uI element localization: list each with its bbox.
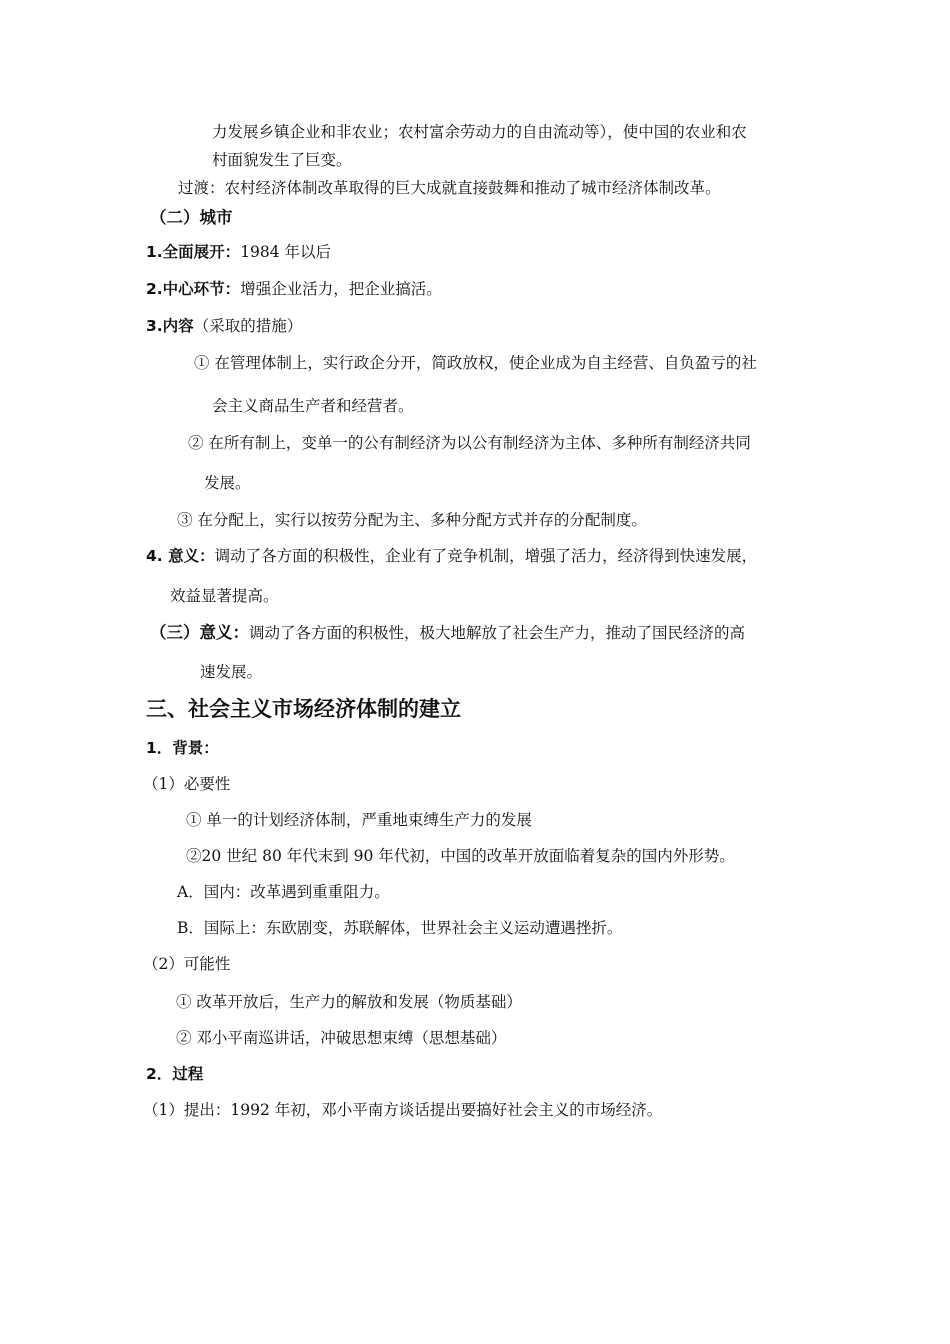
item-text: 增强企业活力，把企业搞活。 xyxy=(240,280,442,298)
list-item: ① 在管理体制上，实行政企分开，简政放权，使企业成为自主经营、自负盈亏的社 xyxy=(194,354,757,372)
item-label: （三）意义： xyxy=(150,623,249,642)
list-item: ① 改革开放后，生产力的解放和发展（物质基础） xyxy=(176,993,522,1011)
item-line xyxy=(146,546,757,566)
item-label: 1.全面展开： xyxy=(146,243,241,261)
item-label: 4. 意义： xyxy=(146,547,215,565)
list-item: ② 在所有制上，变单一的公有制经济为以公有制经济为主体、多种所有制经济共同 xyxy=(188,434,751,452)
item-text: 调动了各方面的积极性，极大地解放了社会生产力，推动了国民经济的高 xyxy=(249,624,746,642)
list-item-continued: 会主义商品生产者和经营者。 xyxy=(212,397,414,415)
paragraph-line: 力发展乡镇企业和非农业；农村富余劳动力的自由流动等），使中国的农业和农 xyxy=(212,123,747,141)
paragraph-line: 村面貌发生了巨变。 xyxy=(212,151,352,169)
item-line xyxy=(146,242,331,262)
subheading-process: 2．过程 xyxy=(146,1065,204,1083)
list-item: A．国内：改革遇到重重阻力。 xyxy=(177,883,390,901)
item-text: （采取的措施） xyxy=(193,317,303,335)
list-item: ② 邓小平南巡讲话，冲破思想束缚（思想基础） xyxy=(176,1029,507,1047)
list-item: ① 单一的计划经济体制，严重地束缚生产力的发展 xyxy=(186,811,532,829)
subheading-background: 1．背景： xyxy=(146,739,219,757)
item-line-continued: 速发展。 xyxy=(200,663,263,681)
list-item: ②20 世纪 80 年代末到 90 年代初，中国的改革开放面临着复杂的国内外形势。 xyxy=(186,847,735,865)
item-line-continued: 效益显著提高。 xyxy=(170,587,279,605)
item-text: 1984 年以后 xyxy=(240,243,332,261)
subsection-title: （1）必要性 xyxy=(143,775,231,793)
list-item: ③ 在分配上，实行以按劳分配为主、多种分配方式并存的分配制度。 xyxy=(177,511,647,529)
chapter-heading: 三、社会主义市场经济体制的建立 xyxy=(146,697,461,721)
section-heading-city: （二）城市 xyxy=(150,208,233,227)
subsection-title: （2）可能性 xyxy=(143,955,231,973)
list-item: B．国际上：东欧剧变，苏联解体，世界社会主义运动遭遇挫折。 xyxy=(177,919,623,937)
list-item: （1）提出：1992 年初，邓小平南方谈话提出要搞好社会主义的市场经济。 xyxy=(143,1101,663,1119)
item-text: 调动了各方面的积极性，企业有了竞争机制，增强了活力，经济得到快速发展， xyxy=(214,547,758,565)
item-label: 2.中心环节： xyxy=(146,280,241,298)
item-line xyxy=(150,623,745,643)
item-line xyxy=(146,316,302,336)
item-label: 3.内容 xyxy=(146,317,194,335)
transition-line: 过渡：农村经济体制改革取得的巨大成就直接鼓舞和推动了城市经济体制改革。 xyxy=(178,179,721,197)
list-item-continued: 发展。 xyxy=(204,474,251,492)
item-line xyxy=(146,279,442,299)
